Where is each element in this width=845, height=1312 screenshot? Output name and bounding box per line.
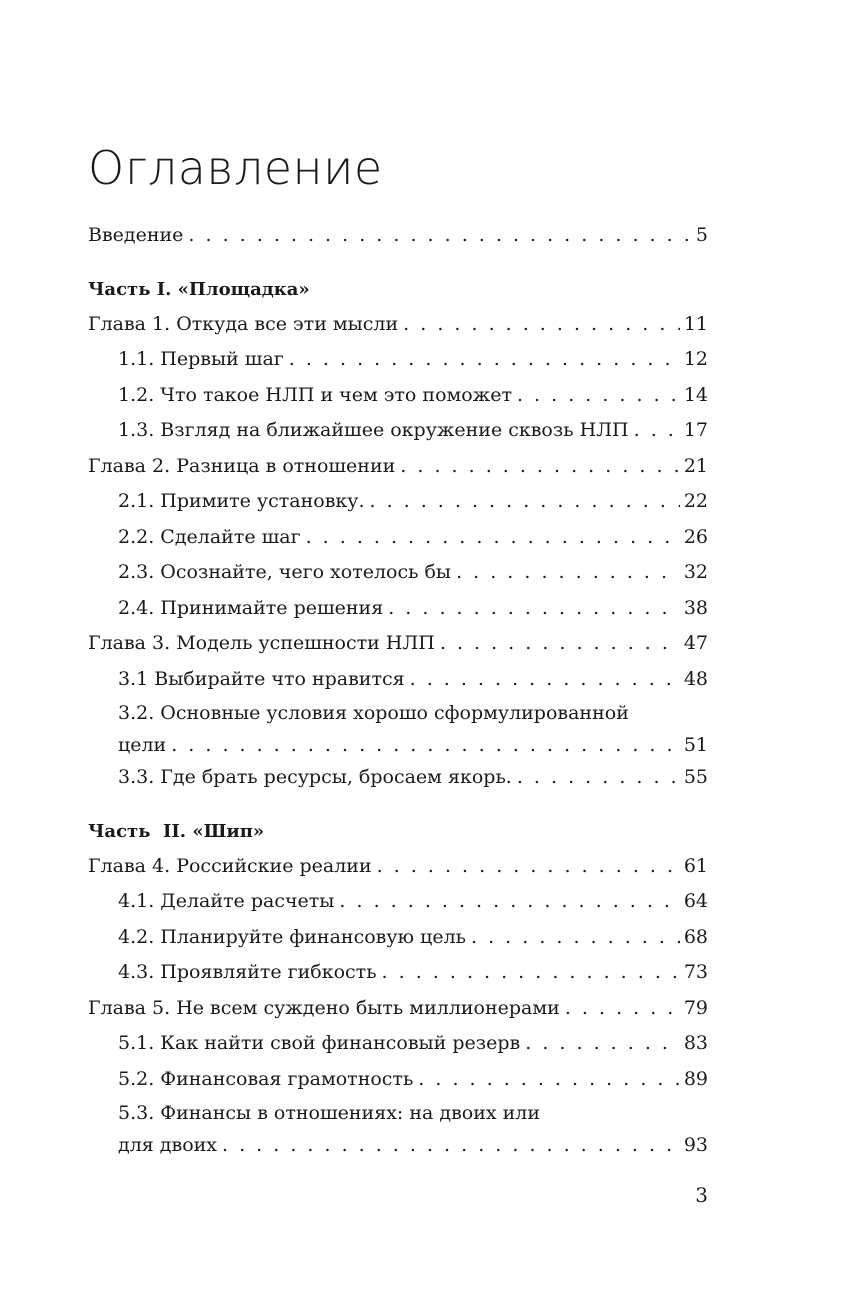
toc-entry-section-5-2[interactable] <box>88 1062 708 1098</box>
toc-entry-page: 5 <box>695 224 708 246</box>
dot-leader <box>388 591 680 627</box>
dot-leader <box>418 1062 680 1098</box>
toc-entry-page: 22 <box>683 490 708 512</box>
toc-entry-title: Глава 4. Российские реалии <box>88 854 372 877</box>
toc-entry-section-4-1[interactable] <box>88 884 708 920</box>
toc-entry-title: цели <box>118 734 167 756</box>
toc-entry-section-2-2[interactable] <box>88 520 708 556</box>
toc-entry-title: Глава 5. Не всем суждено быть миллионерами <box>88 996 560 1019</box>
toc-entry-chapter-2[interactable] <box>88 449 708 485</box>
toc-entry-section-4-3[interactable] <box>88 955 708 991</box>
dot-leader <box>377 849 680 885</box>
dot-leader <box>400 449 680 485</box>
toc-entry-page: 51 <box>683 734 708 756</box>
toc-entry-intro[interactable] <box>88 218 708 254</box>
toc-entry-page: 83 <box>683 1032 708 1054</box>
toc-entry-title: 2.2. Сделайте шаг <box>118 525 301 548</box>
toc-entry-section-3-2-line1[interactable]: 3.2. Основные условия хорошо сформулированной <box>118 702 629 724</box>
toc-entry-section-3-1[interactable] <box>88 662 708 698</box>
toc-entry-page: 93 <box>683 1134 708 1156</box>
toc-entry-page: 11 <box>683 312 708 335</box>
toc-entry-title: Введение <box>88 224 184 246</box>
toc-entry-page: 68 <box>683 925 708 948</box>
dot-leader <box>382 955 680 991</box>
toc-entry-page: 89 <box>683 1067 708 1090</box>
dot-leader <box>517 760 680 796</box>
toc-entry-title: 2.1. Примите установку. <box>118 490 365 512</box>
toc-entry-section-5-1[interactable] <box>88 1026 708 1062</box>
dot-leader <box>171 730 680 760</box>
toc-entry-title: Глава 3. Модель успешности НЛП <box>88 632 435 654</box>
dot-leader <box>634 413 680 449</box>
toc-entry-section-2-4[interactable] <box>88 591 708 627</box>
toc-entry-section-5-3-line1[interactable]: 5.3. Финансы в отношениях: на двоих или <box>118 1102 541 1124</box>
toc-entry-title: 1.2. Что такое НЛП и чем это поможет <box>118 383 512 406</box>
dot-leader <box>456 555 680 591</box>
toc-entry-page: 61 <box>683 854 708 877</box>
dot-leader <box>525 1026 680 1062</box>
toc-entry-page: 64 <box>683 890 708 912</box>
toc-entry-chapter-1[interactable] <box>88 307 708 343</box>
dot-leader <box>289 342 680 378</box>
toc-entry-section-1-1[interactable] <box>88 342 708 378</box>
toc-entry-title: 4.1. Делайте расчеты <box>118 890 335 912</box>
toc-entry-page: 55 <box>683 766 708 788</box>
toc-entry-title: 5.2. Финансовая грамотность <box>118 1067 414 1090</box>
dot-leader <box>188 218 691 254</box>
toc-entry-section-3-2[interactable] <box>88 730 708 760</box>
dot-leader <box>517 378 680 414</box>
toc-entry-title: для двоих <box>118 1134 218 1156</box>
part-heading-1: Часть I. «Площадка» <box>88 278 310 300</box>
toc-entry-title: 2.3. Осознайте, чего хотелось бы <box>118 561 452 583</box>
toc-entry-section-5-3[interactable] <box>88 1130 708 1160</box>
toc-entry-title: Глава 1. Откуда все эти мысли <box>88 312 399 335</box>
part-heading-2: Часть II. «Шип» <box>88 820 265 842</box>
toc-entry-title: 1.3. Взгляд на ближайшее окружение сквозь НЛП <box>118 419 629 441</box>
toc-entry-page: 26 <box>683 525 708 548</box>
dot-leader <box>369 484 679 520</box>
toc-entry-title: 1.1. Первый шаг <box>118 348 284 370</box>
toc-entry-page: 14 <box>683 383 708 406</box>
toc-entry-section-2-1[interactable] <box>88 484 708 520</box>
toc-entry-page: 73 <box>683 961 708 983</box>
toc-entry-page: 48 <box>683 667 708 690</box>
toc-entry-title: Глава 2. Разница в отношении <box>88 454 396 477</box>
dot-leader <box>339 884 679 920</box>
page-number: 3 <box>695 1183 708 1207</box>
toc-entry-section-1-2[interactable] <box>88 378 708 414</box>
toc-entry-title: 5.1. Как найти свой финансовый резерв <box>118 1032 521 1054</box>
dot-leader <box>222 1130 680 1160</box>
toc-entry-page: 21 <box>683 454 708 477</box>
toc-entry-page: 38 <box>683 596 708 619</box>
toc-entry-section-1-3[interactable] <box>88 413 708 449</box>
toc-entry-page: 17 <box>683 419 708 441</box>
toc-entry-section-3-3[interactable] <box>88 760 708 796</box>
toc-entry-section-4-2[interactable] <box>88 920 708 956</box>
toc-entry-title: 4.2. Планируйте финансовую цель <box>118 925 466 948</box>
toc-entry-chapter-3[interactable] <box>88 626 708 662</box>
dot-leader <box>410 662 680 698</box>
toc-entry-section-2-3[interactable] <box>88 555 708 591</box>
toc-entry-page: 79 <box>683 996 708 1019</box>
toc-entry-chapter-5[interactable] <box>88 991 708 1027</box>
dot-leader <box>403 307 680 343</box>
table-of-contents <box>88 218 708 1160</box>
dot-leader <box>565 991 680 1027</box>
toc-entry-page: 12 <box>683 348 708 370</box>
page-title: Оглавление <box>88 141 383 195</box>
toc-entry-page: 32 <box>683 561 708 583</box>
dot-leader <box>306 520 680 556</box>
toc-entry-title: 3.1 Выбирайте что нравится <box>118 667 405 690</box>
toc-entry-title: 4.3. Проявляйте гибкость <box>118 961 377 983</box>
toc-entry-title: 3.3. Где брать ресурсы, бросаем якорь. <box>118 766 512 788</box>
toc-entry-page: 47 <box>683 632 708 654</box>
dot-leader <box>440 626 680 662</box>
dot-leader <box>471 920 680 956</box>
toc-entry-title: 2.4. Принимайте решения <box>118 596 384 619</box>
toc-entry-chapter-4[interactable] <box>88 849 708 885</box>
